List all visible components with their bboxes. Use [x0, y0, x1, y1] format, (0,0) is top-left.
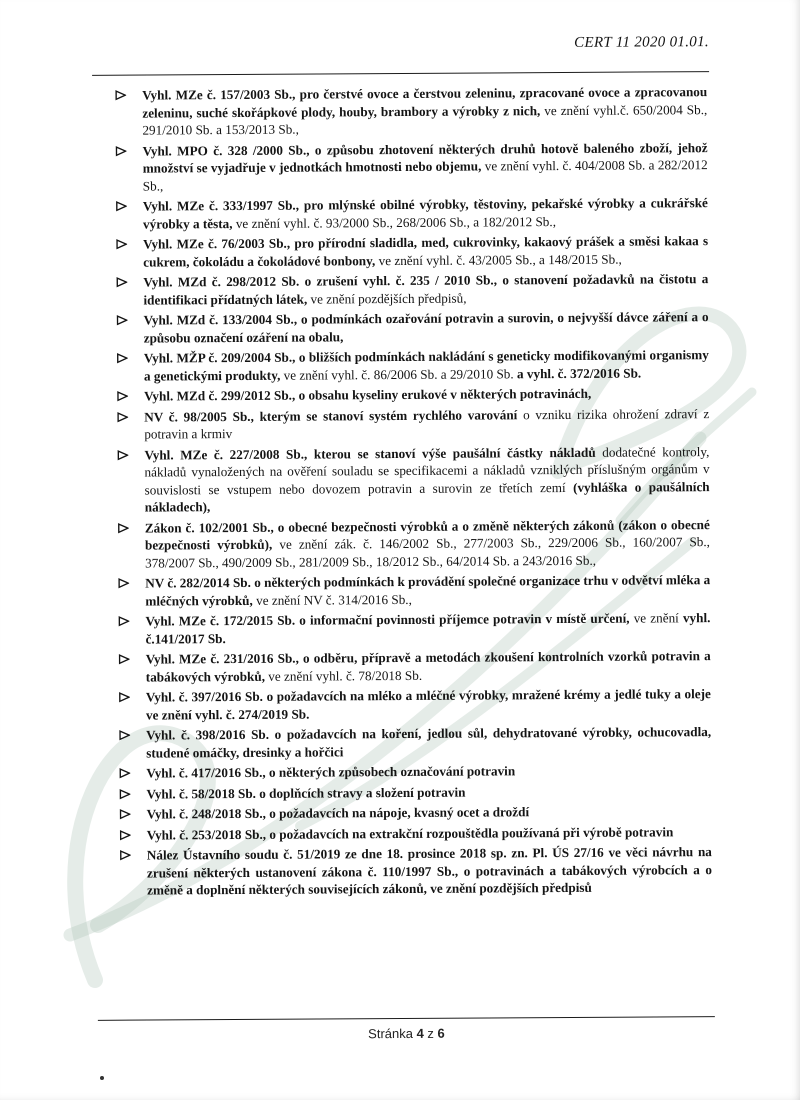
- arrow-bullet-icon: [116, 142, 143, 156]
- list-item: [120, 802, 712, 823]
- list-item: [119, 782, 711, 803]
- list-item-text: Vyhl. č. 253/2018 Sb., o požadavcích na extrakční rozpouštědla používaná při výrobě potravin: [146, 823, 674, 843]
- list-item-text: Vyhl. MZe č. 231/2016 Sb., o odběru, přípravě a metodách zkoušení kontrolních vzorků potravin a tabákových výrobků, ve znění vyhl. č. 78/2018 Sb.: [145, 648, 711, 685]
- arrow-bullet-icon: [118, 613, 145, 627]
- list-item-text: Vyhl. MZe č. 157/2003 Sb., pro čerstvé ovoce a čerstvou zeleninu, zpracované ovoce a zpracovanou zeleninu, suché skořápkové plody, houby, brambory a výrobky z nich, ve znění vyhl.č. 650/2004 Sb., 291/2010 Sb. a 153/2013 Sb.,: [142, 84, 708, 138]
- arrow-bullet-icon: [119, 785, 146, 799]
- list-item: [119, 723, 711, 762]
- list-item-text: NV č. 98/2005 Sb., kterým se stanoví systém rychlého varování o vzniku rizika ohrožení zdraví z potravin a krmiv: [144, 405, 710, 442]
- arrow-bullet-icon: [119, 689, 146, 703]
- list-item-text: Vyhl. č. 398/2016 Sb. o požadavcích na koření, jedlou sůl, dehydratované výrobky, ochucovadla, studené omáčky, dresinky a hořčici: [146, 724, 712, 761]
- arrow-bullet-icon: [120, 826, 147, 840]
- arrow-bullet-icon: [117, 446, 144, 460]
- arrow-bullet-icon: [119, 727, 146, 741]
- list-item-text: Nález Ústavního soudu č. 51/2019 ze dne 18. prosince 2018 sp. zn. Pl. ÚS 27/16 ve věci návrhu na zrušení některých ustanovení zákona č. 110/1997 Sb., o potravinách a tabákových výrobcích a o změně a doplnění některých souvisejících zákonů, ve znění pozdějších předpisů: [146, 844, 713, 898]
- arrow-bullet-icon: [117, 388, 144, 402]
- list-item-text: Vyhl. MZe č. 333/1997 Sb., pro mlýnské obilné výrobky, těstoviny, pekařské výrobky a cukrářské výrobky a těsta, ve znění vyhl. č. 93/2000 Sb., 268/2006 Sb., a 182/2012 Sb.,: [142, 195, 708, 232]
- list-item: [117, 308, 709, 347]
- list-item: [116, 270, 708, 309]
- arrow-bullet-icon: [118, 575, 145, 589]
- list-item: [117, 346, 709, 385]
- arrow-bullet-icon: [115, 87, 142, 101]
- arrow-bullet-icon: [119, 651, 146, 665]
- header-rule: [92, 71, 709, 76]
- list-item-text: Vyhl. MZe č. 172/2015 Sb. o informační povinnosti příjemce potravin v místě určení, ve znění vyhl. č.141/2017 Sb.: [145, 610, 711, 647]
- arrow-bullet-icon: [117, 312, 144, 326]
- list-item-text: Vyhl. č. 417/2016 Sb., o některých způsobech označování potravin: [146, 763, 516, 781]
- list-item: [115, 83, 707, 139]
- arrow-bullet-icon: [116, 198, 143, 212]
- document-code: CERT 11 2020 01.01.: [574, 34, 709, 51]
- list-item: [118, 516, 710, 572]
- arrow-bullet-icon: [116, 236, 143, 250]
- list-item: [118, 609, 710, 648]
- footer: [98, 1024, 715, 1043]
- list-item-text: Vyhl. MZe č. 227/2008 Sb., kterou se stanoví výše paušální částky nákladů dodatečné kontroly, nákladů vynaložených na ověření souladu se specifikacemi a nákladů vzniklých příslušným orgánům v souvislosti se vstupem nebo dovozem potravin a surovin ze třetích zemí (vyhláška o paušálních nákladech),: [144, 443, 710, 515]
- arrow-bullet-icon: [120, 847, 147, 861]
- arrow-bullet-icon: [118, 519, 145, 533]
- arrow-bullet-icon: [117, 350, 144, 364]
- list-item: [119, 647, 711, 686]
- list-item-text: Vyhl. MZd č. 298/2012 Sb. o zrušení vyhl. č. 235 / 2010 Sb., o stanovení požadavků na čistotu a identifikaci přídatných látek, ve znění pozdějších předpisů,: [143, 271, 709, 308]
- list-item: [119, 761, 711, 782]
- list-item-text: Vyhl. č. 58/2018 Sb. o doplňcích stravy a složení potravin: [146, 784, 466, 802]
- list-item-text: Vyhl. MPO č. 328 /2000 Sb., o způsobu zhotovení některých druhů hotově baleného zboží, jehož množství se vyjadřuje v jednotkách hmotnosti nebo objemu, ve znění vyhl. č. 404/2008 Sb. a 282/2012 Sb.,: [142, 139, 708, 194]
- list-item: [120, 823, 712, 844]
- list-item: [120, 843, 712, 899]
- list-item-text: NV č. 282/2014 Sb. o některých podmínkách k provádění společné organizace trhu v odvětví mléka a mléčných výrobků, ve znění NV č. 314/2016 Sb.,: [145, 572, 711, 609]
- list-item: [117, 405, 709, 444]
- list-item-text: Vyhl. MZe č. 76/2003 Sb., pro přírodní sladidla, med, cukrovinky, kakaový prášek a směsi kakaa s cukrem, čokoládu a čokoládové bonbony, ve znění vyhl. č. 43/2005 Sb., a 148/2015 Sb.,: [143, 233, 709, 270]
- arrow-bullet-icon: [119, 765, 146, 779]
- regulation-list: [115, 83, 712, 902]
- arrow-bullet-icon: [117, 408, 144, 422]
- list-item: [117, 384, 709, 405]
- list-item: [116, 139, 708, 195]
- list-item-text: Vyhl. MZd č. 133/2004 Sb., o podmínkách ozařování potravin a surovin, o nejvyšší dávce záření a o způsobu označení ozáření na obalu,: [143, 309, 709, 346]
- arrow-bullet-icon: [116, 274, 143, 288]
- list-item: [116, 194, 708, 233]
- list-item-text: Zákon č. 102/2001 Sb., o obecné bezpečnosti výrobků a o změně některých zákonů (zákon o obecné bezpečnosti výrobků), ve znění zák. č. 146/2002 Sb., 277/2003 Sb., 229/2006 Sb., 160/2007 Sb., 378/2007 Sb., 490/2009 Sb., 281/2009 Sb., 18/2012 Sb., 64/2014 Sb. a 243/2016 Sb.,: [144, 516, 711, 571]
- scan-artifact: [100, 1076, 104, 1080]
- list-item-text: Vyhl. č. 248/2018 Sb., o požadavcích na nápoje, kvasný ocet a droždí: [146, 804, 530, 822]
- list-item-text: Vyhl. MZd č. 299/2012 Sb., o obsahu kyseliny erukové v některých potravinách,: [144, 385, 592, 404]
- list-item: [116, 232, 708, 271]
- arrow-bullet-icon: [120, 806, 147, 820]
- footer-rule: [98, 1016, 715, 1021]
- list-item: [119, 685, 711, 724]
- list-item: [117, 443, 709, 517]
- list-item-text: Vyhl. č. 397/2016 Sb. o požadavcích na mléko a mléčné výrobky, mražené krémy a jedlé tuky a oleje ve znění vyhl. č. 274/2019 Sb.: [145, 686, 711, 723]
- header: [574, 34, 709, 52]
- list-item-text: Vyhl. MŽP č. 209/2004 Sb., o bližších podmínkách nakládání s geneticky modifikovanými organismy a genetickými produkty, ve znění vyhl. č. 86/2006 Sb. a 29/2010 Sb. a vyhl. č. 372/2016 Sb.: [143, 347, 709, 384]
- page-number: Stránka 4 z 6: [368, 1025, 445, 1042]
- list-item: [118, 571, 710, 610]
